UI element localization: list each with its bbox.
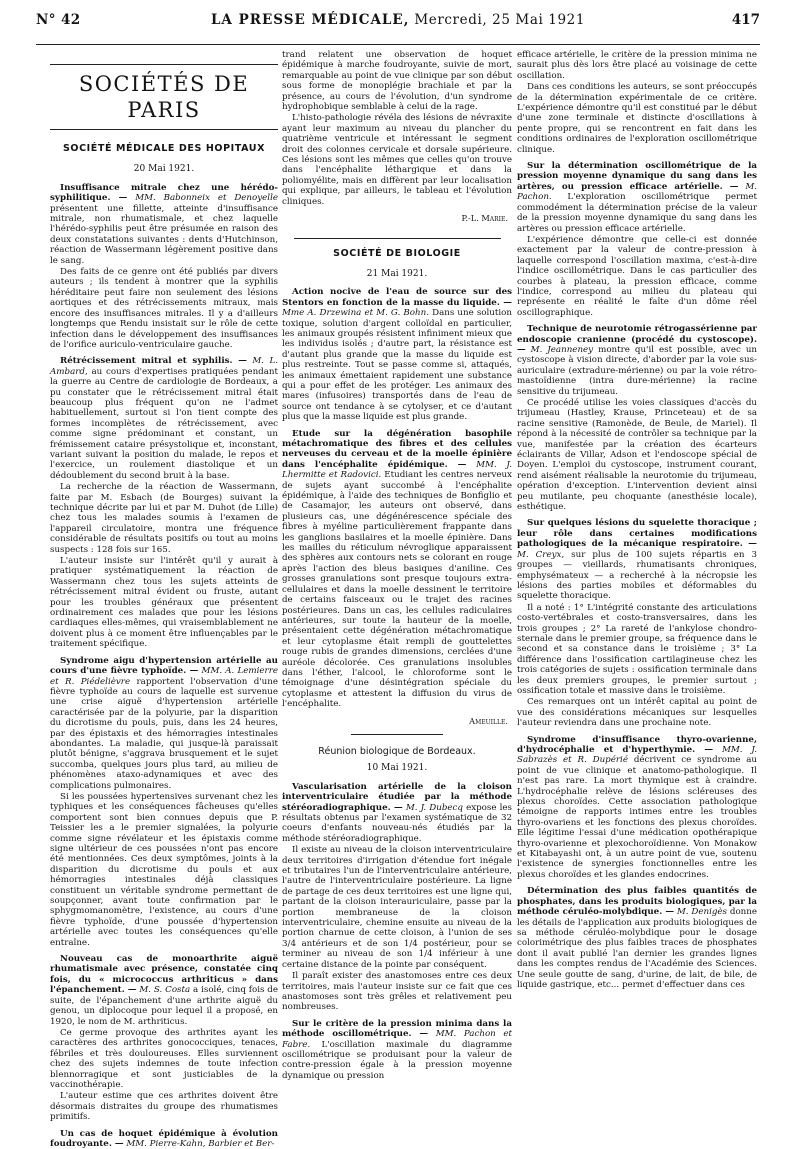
article-authors: MM. Babonneix et Denoyelle xyxy=(135,193,279,204)
column-3 xyxy=(517,50,757,1080)
journal-masthead xyxy=(36,12,760,28)
article-title: Action nocive de l'eau de source sur des Stentors en fonction de la masse du liquide. — xyxy=(282,287,512,308)
article xyxy=(50,954,278,1123)
article-paragraph: Dans ces conditions les auteurs, se sont préoccupés de la détermination expérimentale de ce critère. L'expérience démontre qu'il est constitué par le début d'une zone terminale et distincte d'oscillations à pente propre, qui se rencontrent en fait dans les conditions ordinaires de l'exploration oscillométrique clinique. xyxy=(517,82,757,155)
article xyxy=(282,429,512,710)
article xyxy=(50,183,278,351)
page-header xyxy=(36,12,760,45)
signature: P.-L. Marie. xyxy=(461,213,508,224)
article-authors: M. L. Ambard, xyxy=(50,356,279,377)
issue-date: Mercredi, 25 Mai 1921 xyxy=(414,12,586,28)
session-date: 10 Mai 1921. xyxy=(366,763,428,774)
article-text: décrivent ce syndrome au point de vue clinique et anatomo-pathologique. Il n'est pas rare. La mort thymique est à craindre. L'hydrocéphalie relève de lésions scléreuses des plexus choroïdes. Cette association pathologique témoigne de rapports intimes entre les troubles thyro-ovariens et les fonctions des plexus choroïdes. Elle légitime l'essai d'une médication opothérapique thyro-ovarienne et plexochoroïdienne. Von Monakow et Kitabayashi ont, à un autre point de vue, soutenu l'existence de synergies fonctionnelles entre les plexus choroïdes et les glandes endocrines. xyxy=(517,755,757,880)
article-paragraph: Ce germe provoque des arthrites ayant les caractères des arthrites gonococciques, tenaces, fébriles et très douloureuses. Elles surviennent chez des sujets indemnes de toute infection blennorragique et sont justiciables de la vaccinothérapie. xyxy=(50,1027,278,1090)
article-paragraph: Des faits de ce genre ont été publiés par divers auteurs ; ils tendent à montrer que la syphilis héréditaire peut faire non seulement des lésions aortiques et des rétrécissements mitraux, mais encore des insuffisances mitrales. Il y a d'ailleurs longtemps que Rendu insistait sur le rôle de cette infection dans le développement des insuffisances de l'orifice auriculo-ventriculaire gauche. xyxy=(50,267,278,350)
article xyxy=(50,656,278,948)
article-authors: M. Creyx, xyxy=(517,549,565,560)
article-authors: MM. J. Sabrazès et R. Dupérié xyxy=(517,745,758,766)
article-title: Syndrome aigu d'hypertension artérielle au cours d'une fièvre typhoïde. — xyxy=(50,655,278,677)
article xyxy=(517,324,757,512)
article-text: au cours d'expertises pratiquées pendant la guerre au Centre de cardiologie de Bordeaux, a pu constater que le rétrécissement mitral était beaucoup plus fréquent qu'on ne l'admet habituellement, surtout si l'on tient compte des formes incomplètes de rétrécissement, avec comme signe prédominant et constant, un frémissement cataire présystolique et, inconstant, variant suivant la position du malade, le repos et l'exercice, un roulement diastolique et un dédoublement du second bruit à la base. xyxy=(50,366,278,481)
section-title: Réunion biologique de Bordeaux. xyxy=(318,745,476,757)
article-authors: MM. Pierre-Kahn, Barbier et Ber- xyxy=(126,1138,275,1149)
article-authors: M. S. Costa xyxy=(139,985,191,996)
article-paragraph: La recherche de la réaction de Wassermann, faite par M. Esbach (de Bourges) suivant la technique décrite par lui et par M. Duhot (de Lille) chez tous les malades soumis à l'examen de l'appareil circulatoire, montra une fréquence considérable de résultats positifs ou tout au moins suspects : 128 fois sur 165. xyxy=(50,482,278,555)
article-text: présentent une fillette, atteinte d'insuffisance mitrale, non rhumatismale, et chez laquelle l'hérédo-syphilis peut être présumée en raison des deux constatations suivantes : dents d'Hutchinson, réaction de Wassermann légèrement positive dans le sang. xyxy=(50,203,278,266)
section-title: SOCIÉTÉ MÉDICALE DES HOPITAUX xyxy=(62,143,266,154)
article-title: Sur le critère de la pression minima dans la méthode oscillométrique. — xyxy=(282,1018,512,1040)
article-text: sur plus de 100 sujets répartis en 3 groupes — vieillards, rhumatisants chroniques, emphysémateux — a recherché à la nécropsie les lésions des parties mobiles et déformables du squelette thoracique. xyxy=(517,549,758,602)
article-text: Etudiant les centres nerveux de sujets ayant succombé à l'encéphalite épidémique, à l'aide des techniques de Bonfiglio et de Casamajor, les auteurs ont observé, dans plusieurs cas, une dégénérescence spéciale des fibres à myéline particulièrement frappante dans les ganglions basilaires et la moelle épinière. Dans les mailles du réticulum névroglique apparaissent des sphères aux contours nets se colorant en rouge après l'action des bleus basiques d'aniline. Ces grosses granulations sont presque toujours extra-cellulaires et dans la moelle dessinent le territoire de certains faisceaux ou le trajet des racines postérieures. Dans un cas, les cellules radiculaires antérieures, sur toute la hauteur de la moelle, présentaient cette dégénération métachromatique et leur cytoplasme était rempli de gouttelettes rouge rubis de grandes dimensions, cerclées d'une auréole décolorée. Ces granulations insolubles dans l'éther, l'alcool, le chloroforme sont le témoignage d'une désintégration spéciale du cytoplasme et attestent la diffusion du virus de l'encéphalite. xyxy=(282,470,512,710)
article-title: Détermination des plus faibles quantités de phosphates, dans les produits biologiques, par la méthode céruléo-molybdique. — xyxy=(517,886,757,918)
article-paragraph: Si les poussées hypertensives survenant chez les typhiques et les conséquences fâcheuses qu'elles comportent sont bien connues depuis que P. Teissier les a le premier signalées, la polyurie comme signe révélateur et les épistaxis comme signe ultérieur de ces poussées n'ont pas encore été mentionnées. Ces deux symptômes, joints à la disparition du dicrotisme du pouls et aux hémorragies intestinales déjà classiques constituent un véritable syndrome permettant de soupçonner, avant toute confirmation par le sphygmomanomètre, l'existence, au cours d'une fièvre typhoïde, d'une poussée d'hypertension artérielle avec toutes les conséquences qu'elle entraîne. xyxy=(50,791,278,948)
article-authors: MM. Pachon et Fabre. xyxy=(282,1029,513,1050)
article-text: a isolé, cinq fois de suite, de l'épanchement d'une arthrite aiguë du genou, un diplocoque pour lequel il a proposé, en 1920, le nom de M. arthriticus. xyxy=(50,985,278,1027)
article-text: Dans une solution toxique, solution d'argent colloïdal en particulier, les animaux groupés résistent infiniment mieux que les individus isolés ; d'autre part, la résistance est d'autant plus grande que la masse du liquide est plus restreinte. Tout se passe comme si, attaqués, les animaux émettaient rapidement une substance qui a pour effet de les protéger. Les animaux des mares (infusoires) transportés dans de l'eau de source ont tendance à se cytolyser, et ce d'autant plus que la masse liquide est plus grande. xyxy=(282,308,512,423)
article-text: L'oscillation maximale du diagramme oscillométrique se produisant pour la valeur de contre-pression égale à la pression moyenne dynamique ou pression xyxy=(282,1039,512,1081)
article-text: donne les détails de l'application aux produits biologiques de sa méthode céruléo-molybdique pour le dosage colorimétrique des plus faibles traces de phosphates dont il avait publié l'an dernier les grandes lignes dans les comptes rendus de l'Académie des Sciences. Une seule goutte de sang, d'urine, de lait, de bile, de liquide gastrique, etc... permet d'effectuer dans ces xyxy=(517,907,758,990)
article xyxy=(282,287,512,422)
article xyxy=(517,518,757,728)
article xyxy=(50,356,278,649)
article-authors: M. Jeanneney xyxy=(530,344,594,355)
article-paragraph: Ce procédé utilise les voies classiques d'accès du trijumeau (Hastley, Krause, Princeteau) et de sa racine sensitive (Ramonède, de Beule, de Mariel). Il répond à la nécessité de contrôler sa technique par la vue, manifestée par la création des écarteurs éclairants de Villar, Adson et l'endoscope spécial de Doyen. L'emploi du cystoscope, instrument courant, rend aisément réalisable la neurotomie du trijumeau, opération d'exception. L'intervention devient ainsi peu mutilante, peu choquante (anesthésie locale), esthétique. xyxy=(517,398,757,513)
article-text: expose les résultats obtenus par l'examen systématique de 32 coeurs d'enfants nouveau-nés étudiés par la méthode stéréoradiographique. xyxy=(282,802,512,844)
article-authors: Mme A. Drzewina et M. G. Bohn. xyxy=(282,308,429,319)
article-authors: M. J. Dubecq xyxy=(405,802,463,813)
article-paragraph: efficace artérielle, le critère de la pression minima ne saurait plus dès lors être placé au voisinage de cette oscillation. xyxy=(517,50,757,81)
signature: Ameuille. xyxy=(469,715,508,726)
column-2 xyxy=(282,50,512,1080)
article-text: rapportent l'observation d'une fièvre typhoïde au cours de laquelle est survenue une crise aiguë d'hypertension artérielle caractérisée par de la polyurie, par la disparition du dicrotisme du pouls, puis, dans les 24 heures, par des épistaxis et des hémorragies intestinales abondantes. La maladie, qui jusque-là paraissait plutôt bénigne, s'aggrava brusquement et le sujet succomba, quelques jours plus tard, au milieu de phénomènes ataxo-adynamiques et avec des complications pulmonaires. xyxy=(50,676,278,791)
article-text: L'exploration oscillométrique permet commodément la détermination précise de la valeur de la pression moyenne dynamique du sang dans les artères ou pression efficace artérielle. xyxy=(517,192,758,234)
article-title: Rétrécissement mitral et syphilis. — xyxy=(60,356,247,367)
article-title: Un cas de hoquet épidémique à évolution foudroyante. — xyxy=(50,1128,278,1149)
article xyxy=(50,1129,278,1149)
article-paragraph: trand relatent une observation de hoquet épidémique à marche foudroyante, suivie de mort, remarquable au point de vue clinique par son début sous forme de monoplégie brachiale et par la présence, au cours de l'évolution, d'un syndrome hydrophobique semblable à celui de la rage. xyxy=(282,50,512,113)
article-paragraph: Ces remarques ont un intérêt capital au point de vue des considérations mécaniques sur lesquelles l'auteur reviendra dans une prochaine note. xyxy=(517,697,757,729)
article-paragraph: L'expérience démontre que celle-ci est donnée exactement par la valeur de contre-pression à laquelle correspond l'oscillation maxima, c'est-à-dire l'indice oscillométrique. Dans le cas particulier des courbes à plateau, la pression efficace, comme l'indice, correspond au milieu du plateau qui représente en réalité le faîte d'un dôme réel oscillographique. xyxy=(517,234,757,318)
divider xyxy=(351,734,443,735)
article-paragraph: Il existe au niveau de la cloison interventriculaire deux territoires d'irrigation d'étendue fort inégale et tributaires l'un de l'interventriculaire antérieure, l'autre de l'interventriculaire postérieure. La ligne de partage de ces deux territoires est une ligne qui, partant de la cloison interauriculaire, passe par la portion membraneuse de la cloison interventriculaire, chemine ensuite au niveau de la portion charnue de cette cloison, à l'union de ses 3/4 antérieurs et de son 1/4 postérieur, pour se terminer au niveau de son 1/4 inférieur à une certaine distance de la pointe par conséquent. xyxy=(282,845,512,970)
page-number: 417 xyxy=(731,12,760,28)
article xyxy=(517,735,757,881)
article-authors: M. Denigès xyxy=(676,907,728,918)
article-paragraph: Il paraît exister des anastomoses entre ces deux territoires, mais l'auteur insiste sur ce fait que ces anastomoses sont très grêles et relativement peu nombreuses. xyxy=(282,971,512,1013)
article-continuation xyxy=(282,50,512,207)
article-title: Sur quelques lésions du squelette thoracique ; leur rôle dans certaines modifications pathologiques de la mécanique respiratoire. — xyxy=(517,518,757,550)
page-title: SOCIÉTÉS DE PARIS xyxy=(50,64,278,130)
article xyxy=(517,161,757,318)
section-title: SOCIÉTÉ DE BIOLOGIE xyxy=(294,238,501,259)
article-title: Technique de neurotomie rétrogassérienne par endoscopie cranienne (procédé du cystoscope). — xyxy=(517,324,757,355)
article xyxy=(282,782,512,1013)
article-title: Vascularisation artérielle de la cloison interventriculaire étudiée par la méthode stéréoradiographique. — xyxy=(282,781,512,813)
article xyxy=(282,1019,512,1081)
article-title: Syndrome d'insuffisance thyro-ovarienne, d'hydrocéphalie et d'hyperthymie. — xyxy=(517,734,757,755)
article-paragraph: Il a noté : 1° L'intégrité constante des articulations costo-vertébrales et costo-transversaires, dans les trois groupes ; 2° La rareté de l'ankylose chondro-sternale dans le premier groupe, sa fréquence dans le second et sa constance dans le troisième ; 3° La différence dans l'ossification cartilagineuse chez les trois catégories de sujets : ossification terminale dans les deux premiers groupes, le premier surtout ; ossification totale et massive dans le troisième. xyxy=(517,602,757,696)
session-date: 21 Mai 1921. xyxy=(366,268,428,279)
article-title: Sur la détermination oscillométrique de la pression moyenne dynamique du sang dans les artères, ou pression efficace artérielle. — xyxy=(517,161,757,192)
article-title: Insuffisance mitrale chez une hérédo-syphilitique. — xyxy=(50,182,278,204)
article-authors: MM. J. Lhermitte et Radovici. xyxy=(282,459,512,481)
article-text: montre qu'il est possible, avec un cystoscope à vision directe, d'aborder par la voie sus-auriculaire (extradure-mérienne) ou par la voie rétro-mastoïdienne (intra dure-mérienne) la racine sensitive du trijumeau. xyxy=(517,344,758,397)
article-continuation xyxy=(517,50,757,155)
article-title: Etude sur la dégénération basophile métachromatique des fibres et des cellules nerveuses du cerveau et de la moelle épinière dans l'encéphalite épidémique. — xyxy=(282,428,512,470)
article-authors: M. Pachon. xyxy=(517,181,758,203)
journal-title: LA PRESSE MÉDICALE, xyxy=(210,12,410,28)
article-paragraph: L'histo-pathologie révéla des lésions de névraxite ayant leur maximum au niveau du plancher du quatrième ventricule et intéressant le segment droit des colonnes cervicale et dorsale supérieure. Ces lésions sont les mêmes que celles qu'on trouve dans l'encéphalite léthargique et dans la poliomyélite, mais en diffèrent par leur localisation qui explique, par ailleurs, le tableau et l'évolution cliniques. xyxy=(282,113,512,207)
article-paragraph: L'auteur insiste sur l'intérêt qu'il y aurait à pratiquer systématiquement la réaction de Wassermann chez tous les sujets atteints de rétrécissement mitral évident ou fruste, autant pour les troubles généraux que présentent ordinairement ces malades que pour les lésions cardiaques elles-mêmes, qui vraisemblablement ne doivent plus à ce moment être influençables par le traitement spécifique. xyxy=(50,556,278,650)
article xyxy=(517,886,757,990)
session-date: 20 Mai 1921. xyxy=(133,164,195,175)
issue-number: N° 42 xyxy=(36,12,81,28)
article-authors: MM. A. Lemierre et R. Piédelièvre xyxy=(50,666,278,687)
column-1 xyxy=(50,50,279,1149)
article-paragraph: L'auteur estime que ces arthrites doivent être désormais distraites du groupe des rhumatismes primitifs. xyxy=(50,1091,278,1123)
article-title: Nouveau cas de monoarthrite aiguë rhumatismale avec présence, constatée cinq fois, du « micrococcus arthriticus » dans l'épanchement. — xyxy=(50,954,278,996)
